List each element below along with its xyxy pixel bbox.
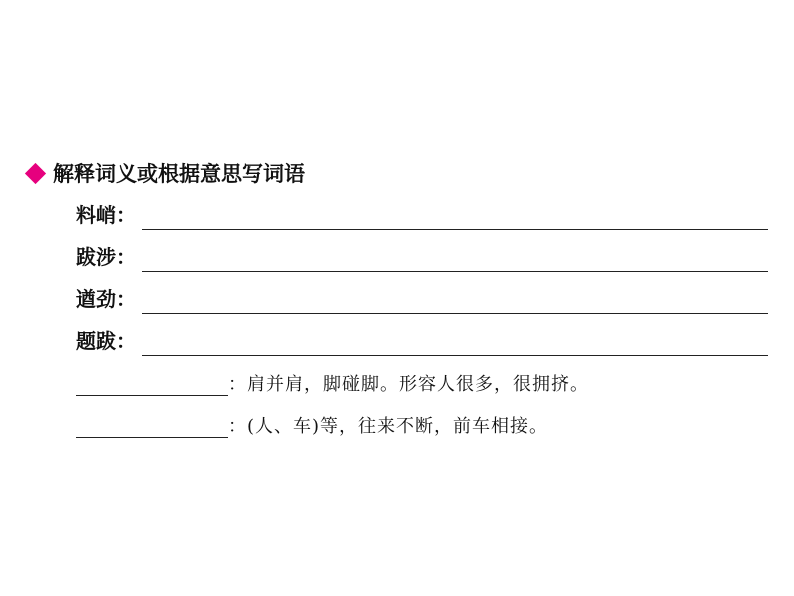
word-item-4 <box>76 326 768 358</box>
definition-item-2 <box>76 412 756 442</box>
word-item-3 <box>76 284 768 316</box>
word-answer-blank[interactable] <box>76 437 228 438</box>
answer-blank-line[interactable] <box>142 229 768 230</box>
definition-text: ：(人、车)等，往来不断，前车相接。 <box>228 416 549 437</box>
section-heading <box>22 156 305 190</box>
word-answer-blank[interactable] <box>76 395 228 396</box>
answer-blank-line[interactable] <box>142 313 768 314</box>
answer-blank-line[interactable] <box>142 271 768 272</box>
word-item-2 <box>76 242 768 274</box>
section-heading-text: 解释词义或根据意思写词语 <box>53 162 305 186</box>
answer-blank-line[interactable] <box>142 355 768 356</box>
definition-item-1 <box>76 370 756 400</box>
word-label: 题跋： <box>76 329 136 353</box>
word-item-1 <box>76 200 768 232</box>
word-label: 跋涉： <box>76 245 136 269</box>
diamond-bullet-icon <box>25 162 46 183</box>
definition-text: ：肩并肩，脚碰脚。形容人很多，很拥挤。 <box>228 374 589 395</box>
word-label: 料峭： <box>76 203 136 227</box>
word-label: 遒劲： <box>76 287 136 311</box>
